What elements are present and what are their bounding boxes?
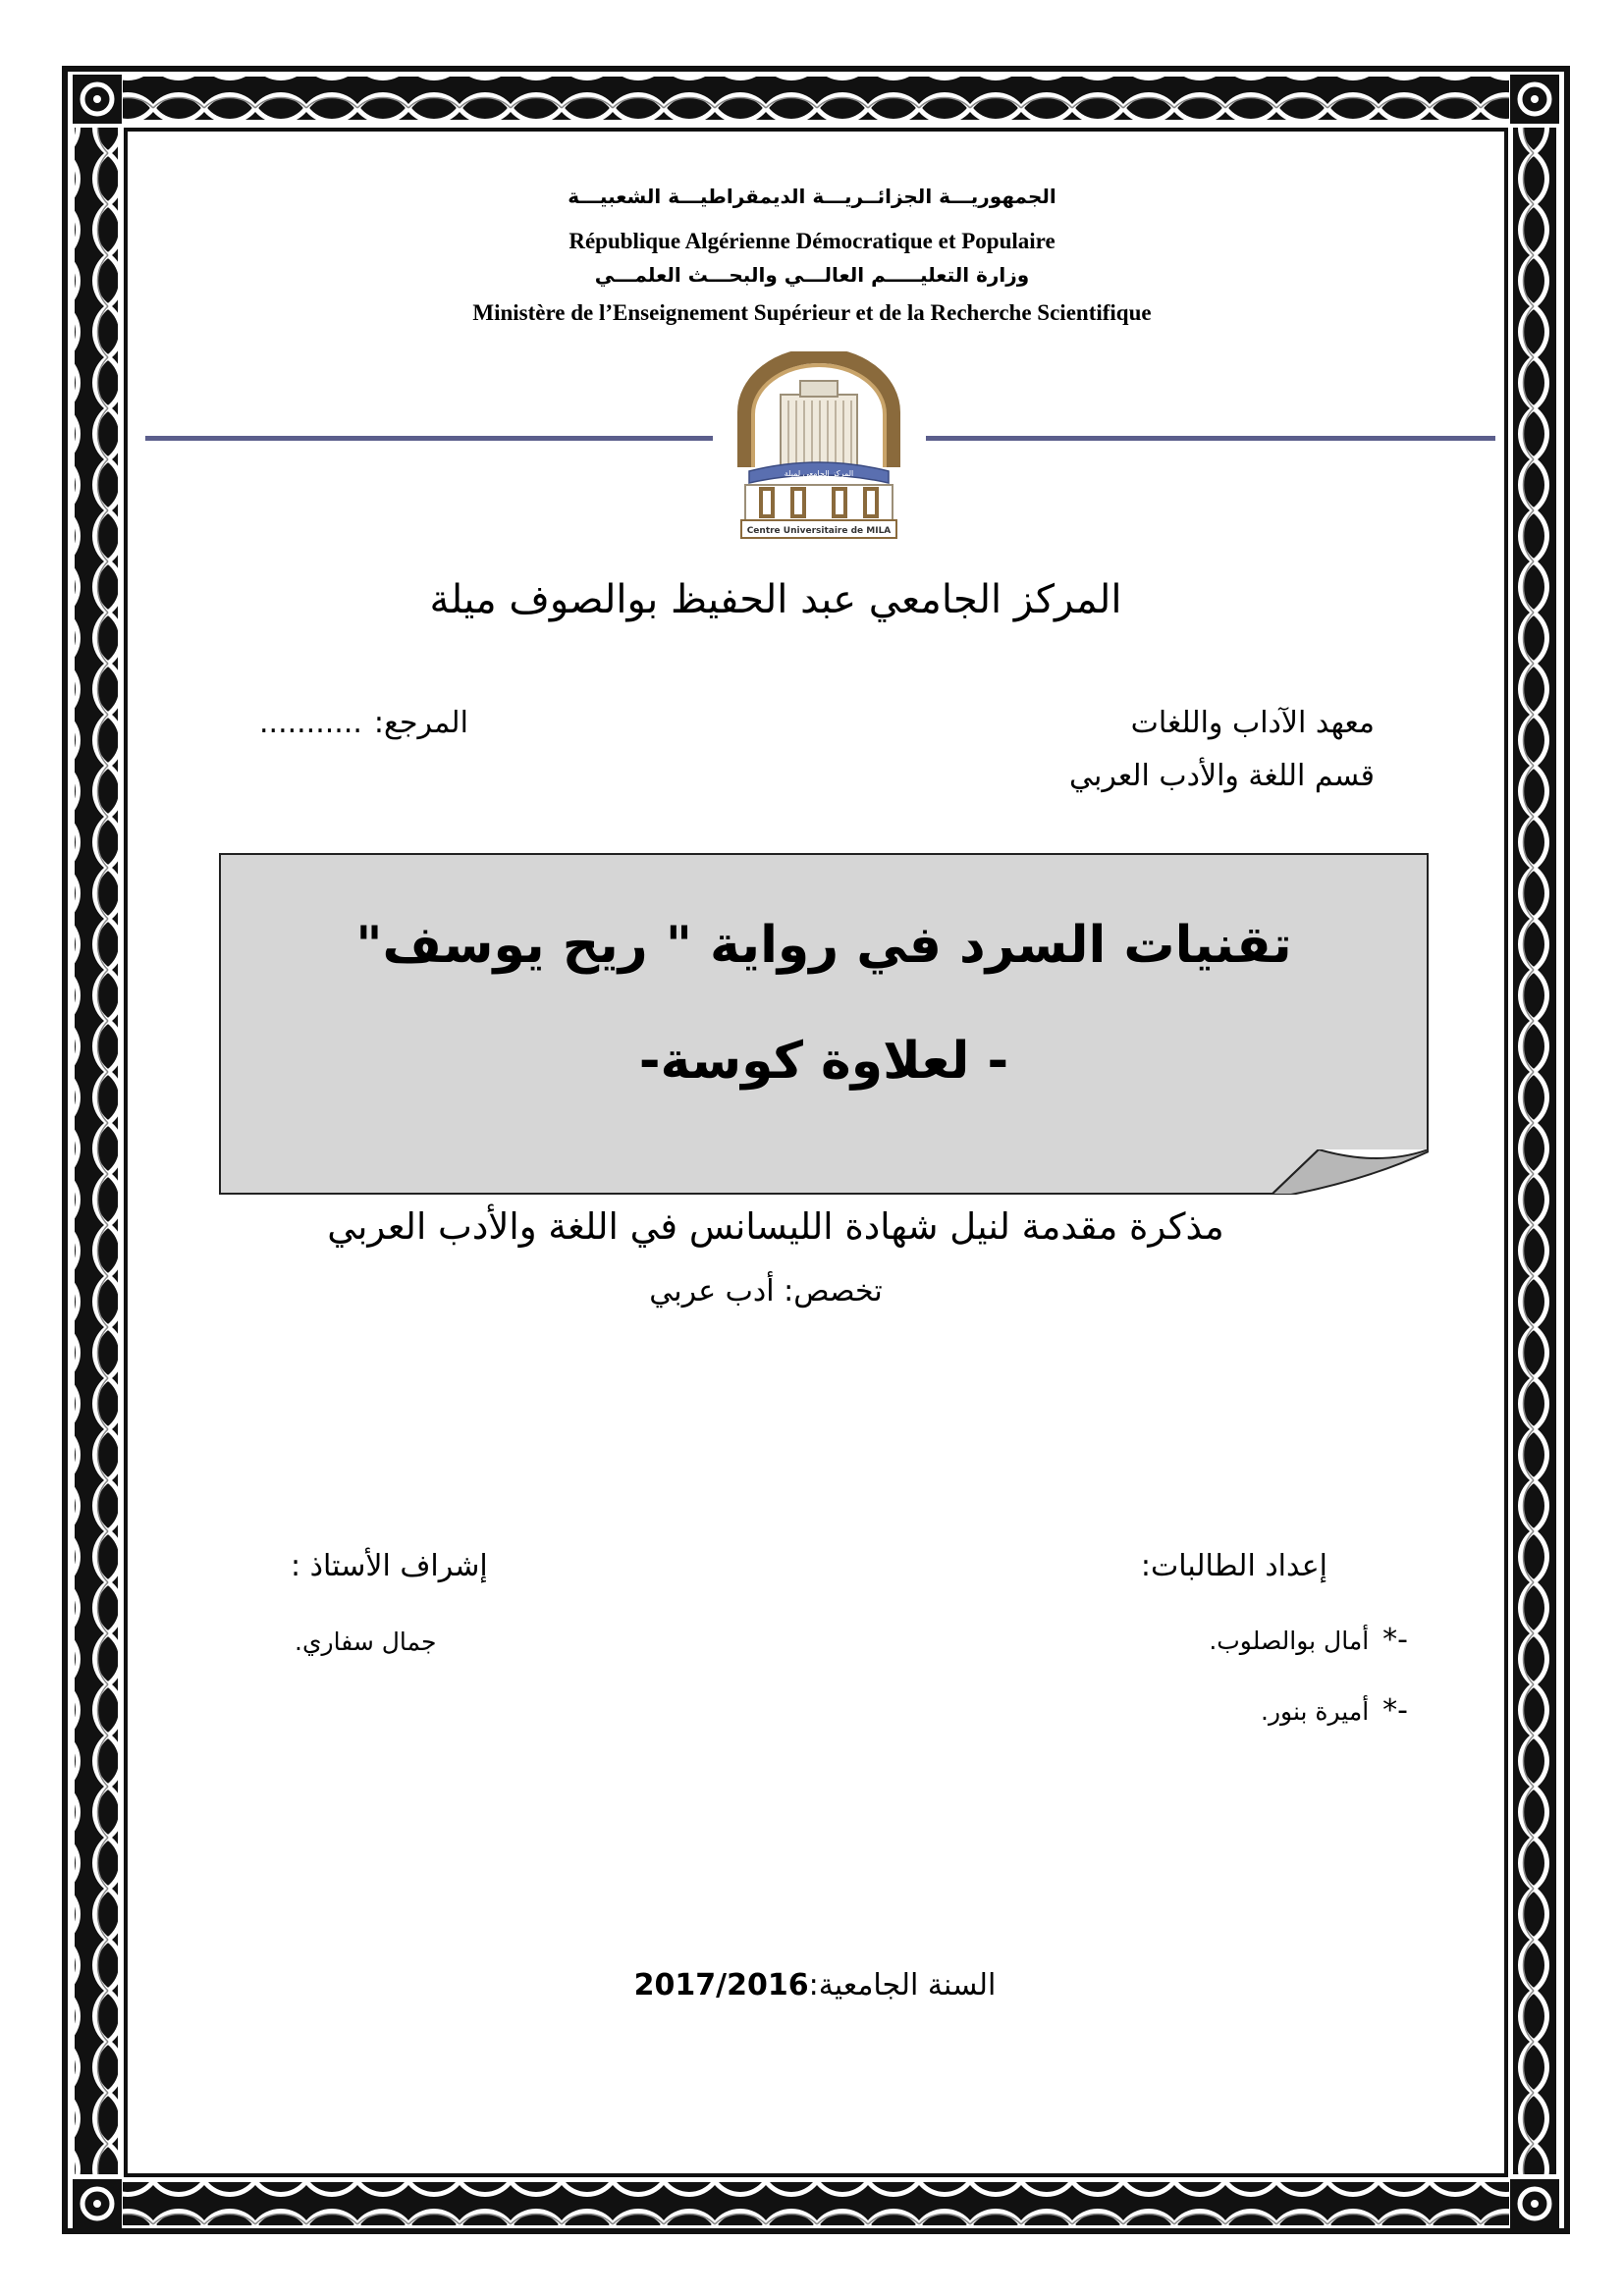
institute-name: معهد الآداب واللغات xyxy=(1130,706,1375,740)
academic-year-value: 2017/2016 xyxy=(633,1968,809,2002)
academic-year xyxy=(550,1968,1080,2002)
reference-field xyxy=(259,706,468,740)
header-rule-left xyxy=(145,436,713,441)
thesis-specialty: تخصص: أدب عربي xyxy=(649,1274,883,1308)
ministry-french: Ministère de l’Enseignement Supérieur et de la Recherche Scientifique xyxy=(472,300,1152,325)
supervisor-label: إشراف الأستاذ : xyxy=(291,1549,488,1583)
corner-ornament-bottom-left xyxy=(73,2179,122,2228)
student-name: أمال بوالصلوب. xyxy=(1209,1627,1370,1655)
logo-caption: Centre Universitaire de MILA xyxy=(746,526,892,536)
corner-ornament-top-left xyxy=(73,75,122,124)
header-rule-right xyxy=(926,436,1495,441)
ministry-arabic: وزارة التعليـــــم العالـــي والبحـــث العلمـــي xyxy=(594,263,1030,287)
student-name: أميرة بنور. xyxy=(1261,1697,1370,1726)
corner-ornament-bottom-right xyxy=(1510,2179,1559,2228)
reference-label: المرجع: xyxy=(373,706,468,740)
student-bullet: *- xyxy=(1382,1693,1408,1728)
page-curl xyxy=(1272,1149,1429,1195)
reference-value: ........... xyxy=(259,706,362,740)
supervisor-name: جمال سفاري. xyxy=(295,1628,437,1656)
center-name: المركز الجامعي عبد الحفيظ بوالصوف ميلة xyxy=(429,577,1122,622)
thesis-title-line1: تقنيات السرد في رواية " ريح يوسف" xyxy=(355,916,1292,975)
republic-arabic: الجمهوريـــة الجزائــريـــة الديمقراطيـــة الشعبيـــة xyxy=(568,185,1056,208)
thesis-title-line2: - لعلاوة كوسة- xyxy=(638,1032,1009,1091)
student-item xyxy=(1261,1693,1408,1728)
student-item xyxy=(1209,1623,1408,1657)
logo-arabic-text: المركز الجامعي لميلة xyxy=(784,469,854,478)
corner-ornament-top-right xyxy=(1510,75,1559,124)
republic-french: République Algérienne Démocratique et Populaire xyxy=(568,229,1056,253)
academic-year-label: السنة الجامعية: xyxy=(808,1968,997,2002)
thesis-description: مذكرة مقدمة لنيل شهادة الليسانس في اللغة والأدب العربي xyxy=(327,1205,1224,1248)
department-name: قسم اللغة والأدب العربي xyxy=(1068,759,1375,793)
title-box xyxy=(219,853,1429,1195)
students-label: إعداد الطالبات: xyxy=(1140,1549,1327,1583)
student-bullet: *- xyxy=(1382,1623,1408,1657)
university-logo xyxy=(731,351,906,540)
